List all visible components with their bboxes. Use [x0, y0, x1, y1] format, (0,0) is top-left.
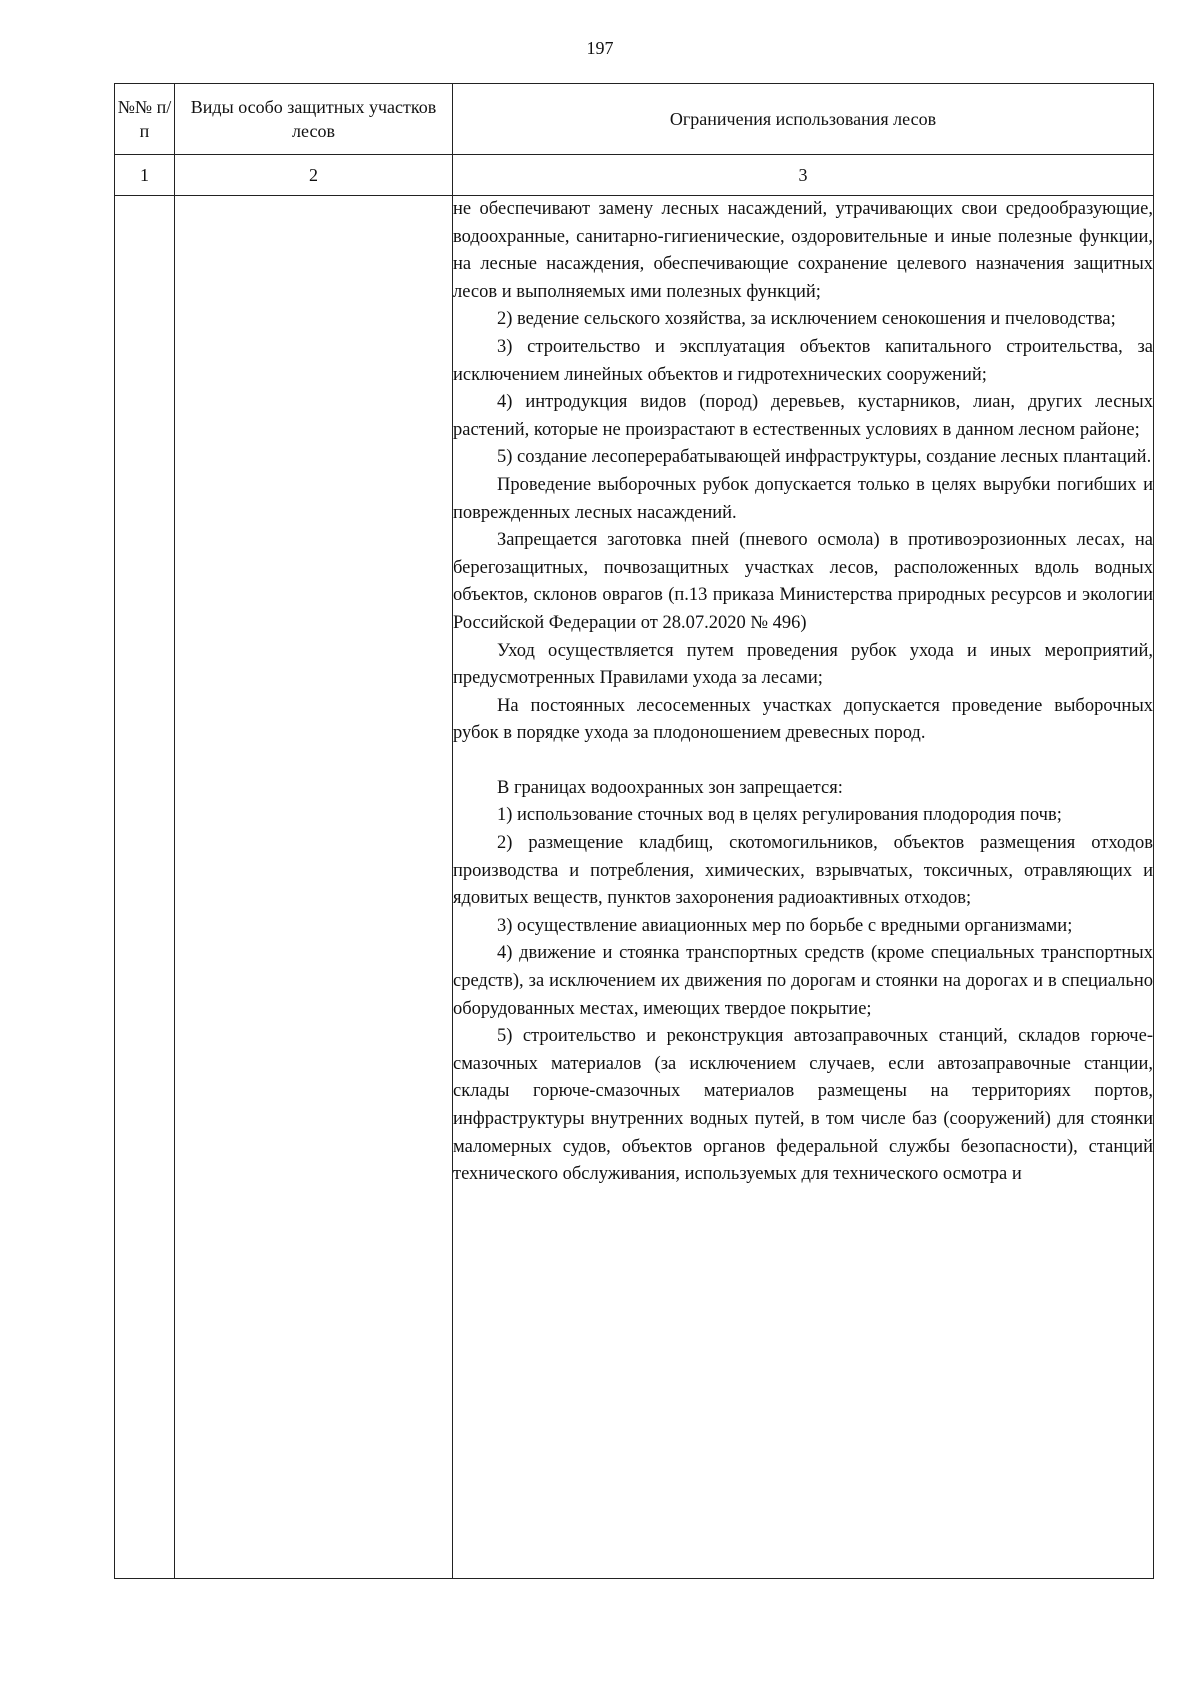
cell-plot-type: [175, 196, 453, 1579]
restriction-paragraph: 2) размещение кладбищ, скотомогильников, объектов размещения отходов производства и потребления, химических, взрывчатых, токсичных, отравляющих и ядовитых веществ, пунктов захоронения радиоактивных отходов;: [453, 833, 1153, 909]
restrictions-block-protective-forests: [453, 196, 1153, 748]
header-restrictions: [453, 84, 1154, 155]
column-number-3: 3: [453, 155, 1154, 196]
page-number: 197: [586, 38, 614, 58]
restriction-paragraph: не обеспечивают замену лесных насаждений, утрачивающих свои средообразующие, водоохранные, санитарно-гигиенические, оздоровительные и иные полезные функции, на лесные насаждения, обеспечивающие сохранение целевого назначения защитных лесов и выполняемых ими полезных функций;: [453, 199, 1153, 302]
restriction-paragraph: Уход осуществляется путем проведения рубок ухода и иных мероприятий, предусмотренных Правилами ухода за лесами;: [453, 640, 1153, 689]
restriction-paragraph: 2) ведение сельского хозяйства, за исключением сенокошения и пчеловодства;: [497, 309, 1116, 330]
restriction-paragraph: 4) движение и стоянка транспортных средств (кроме специальных транспортных средств), за исключением их движения по дорогам и стоянки на дорогах и в специально оборудованных местах, имеющих твердое покрытие;: [453, 943, 1153, 1019]
restrictions-table: [114, 83, 1154, 1579]
restrictions-block-water-protection-zones: [453, 775, 1153, 1189]
restriction-paragraph: Проведение выборочных рубок допускается только в целях вырубки погибших и поврежденных лесных насаждений.: [453, 474, 1153, 523]
restriction-paragraph: 5) создание лесоперерабатывающей инфраструктуры, создание лесных плантаций.: [497, 447, 1152, 468]
header-plot-types-label: Виды особо защитных участков лесов: [190, 97, 437, 141]
restriction-paragraph: 4) интродукция видов (пород) деревьев, кустарников, лиан, других лесных растений, которые не произрастают в естественных условиях в данном лесном районе;: [453, 392, 1153, 440]
restriction-paragraph: На постоянных лесосеменных участках допускается проведение выборочных рубок в порядке ухода за плодоношением древесных пород.: [453, 695, 1153, 744]
cell-restrictions: [453, 196, 1154, 1579]
table-row: [115, 196, 1154, 1579]
header-plot-types: [175, 84, 453, 155]
restriction-paragraph: 3) осуществление авиационных мер по борьбе с вредными организмами;: [497, 915, 1073, 936]
restriction-paragraph: 5) строительство и реконструкция автозаправочных станций, складов горюче-смазочных материалов (за исключением случаев, если автозаправочные станции, склады горюче-смазочных материалов размещены на территориях портов, инфраструктуры внутренних водных путей, в том числе баз (сооружений) для стоянки маломерных судов, объектов органов федеральной службы безопасности), станций технического обслуживания, используемых для технического осмотра и: [453, 1026, 1153, 1185]
column-number-row: [115, 155, 1154, 196]
restriction-paragraph: Запрещается заготовка пней (пневого осмола) в противоэрозионных лесах, на берегозащитных, почвозащитных участках лесов, расположенных вдоль водных объектов, склонов оврагов (п.13 приказа Министерства природных ресурсов и экологии Российской Федерации от 28.07.2020 № 496): [453, 530, 1153, 633]
restriction-paragraph: 1) использование сточных вод в целях регулирования плодородия почв;: [497, 805, 1062, 826]
restriction-paragraph: 3) строительство и эксплуатация объектов капитального строительства, за исключением линейных объектов и гидротехнических сооружений;: [453, 336, 1153, 385]
table-header-row: [115, 84, 1154, 155]
header-restrictions-label: Ограничения использования лесов: [669, 109, 937, 129]
cell-number: [115, 196, 175, 1579]
block-spacer: [453, 748, 1153, 775]
column-number-2: 2: [175, 155, 453, 196]
column-number-1: 1: [115, 155, 175, 196]
restriction-paragraph: В границах водоохранных зон запрещается:: [497, 777, 843, 798]
header-number: [115, 84, 175, 155]
header-number-label: №№ п/п: [117, 97, 172, 141]
